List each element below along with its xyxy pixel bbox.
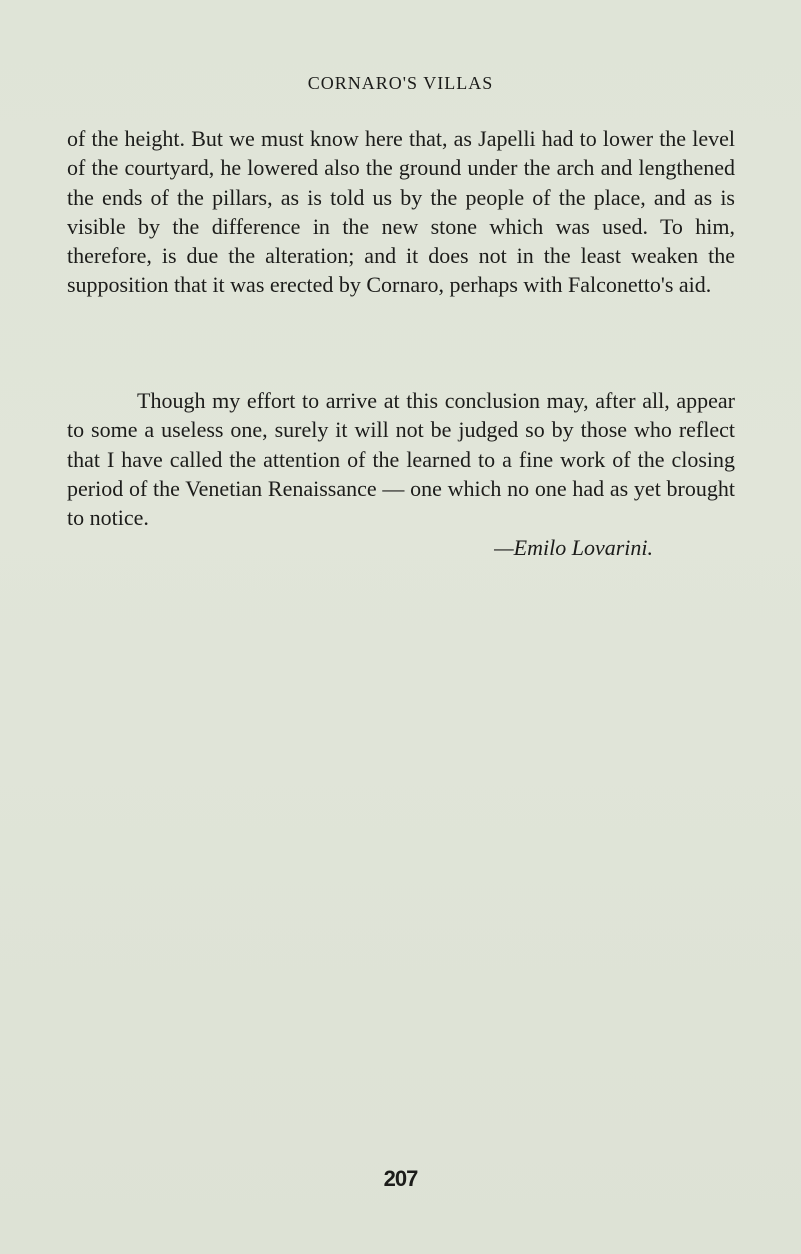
author-signature: —Emilo Lovarini. bbox=[494, 535, 653, 560]
running-head: CORNARO'S VILLAS bbox=[307, 73, 494, 93]
paragraph-1: of the height. But we must know here that, as Japelli had to lower the level of the courtyard, he lowered also the ground under the arch and lengthened the ends of the pillars, as is told us by the people of the place, and as is visible by the difference in the new stone which was used. To him, therefore, is due the alteration; and it does not in the least weaken the supposition that it was erected by Cornaro, perhaps with Falconetto's aid. bbox=[67, 126, 735, 298]
page-number: 207 bbox=[383, 1166, 418, 1191]
paragraph-2: Though my effort to arrive at this conclusion may, after all, appear to some a useless one, surely it will not be judged so by those who reflect that I have called the attention of the learned to a fine work of the closing period of the Venetian Renaissance — one which no one had as yet brought to notice. bbox=[67, 388, 735, 531]
